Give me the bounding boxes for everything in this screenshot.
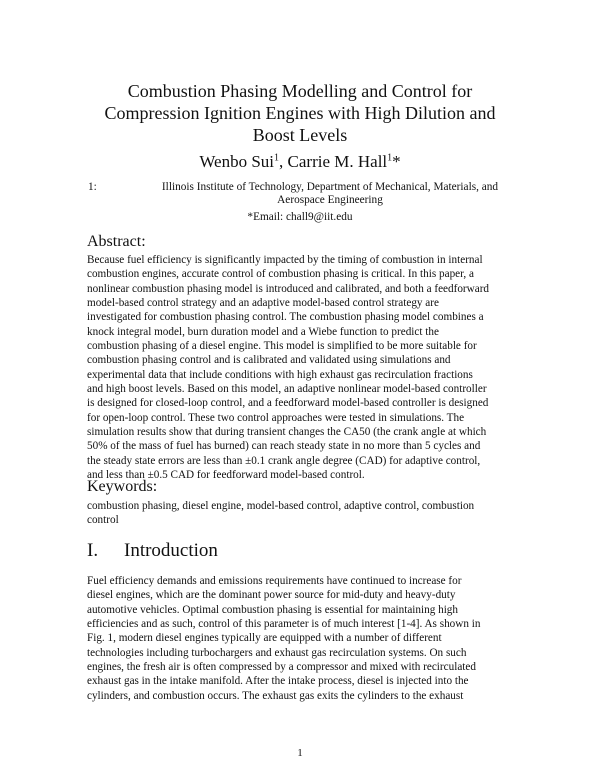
text-line: exhaust gas in the intake manifold. After the intake process, diesel is injected into the [87,675,469,688]
text-line: technologies including turbochargers and exhaust gas recirculation systems. On such [87,646,467,659]
section-title: Introduction [124,540,218,561]
author-name: Carrie M. Hall [287,152,388,171]
author-name: Wenbo Sui [199,152,275,171]
affiliation-line: Illinois Institute of Technology, Department of Mechanical, Materials, and [161,181,499,193]
title-line: Compression Ignition Engines with High Dilution and [104,103,496,123]
text-line: model-based control strategy and an adaptive model-based control strategy are [87,296,439,309]
page-number: 1 [297,747,303,759]
text-line: 50% of the mass of fuel has burned) can reach steady state in no more than 5 cycles and [87,440,481,453]
introduction-body [87,574,527,703]
text-line: engines, the fresh air is often compressed by a compressor and mixed with recirculated [87,660,476,673]
text-line: combustion engines, accurate control of combustion phasing is critical. In this paper, a [87,268,474,281]
text-line: the steady state errors are less than ±0.1 crank angle degree (CAD) for adaptive control, [87,454,481,467]
text-line: is designed for closed-loop control, and a feedforward model-based controller is designed [87,397,489,410]
text-line: combustion phasing of a diesel engine. This model is simplified to be more suitable for [87,339,477,352]
paper-title [60,80,540,146]
text-line: Fig. 1, modern diesel engines typically are equipped with a number of different [87,632,442,645]
text-line: control [87,514,119,527]
keywords-body [87,499,527,528]
text-line: experimental data that include conditions with high exhaust gas recirculation fractions [87,368,473,381]
affiliation-text [142,181,518,207]
text-line: nonlinear combustion phasing model is introduced and calibrated, and both a feedforward [87,282,490,295]
author-separator: , [279,152,288,171]
text-line: Fuel efficiency demands and emissions requirements have continued to increase for [87,575,462,587]
text-line: investigated for combustion phasing control. The combustion phasing model combines a [87,311,484,324]
corresponding-email: *Email: chall9@iit.edu [247,211,353,223]
text-line: knock integral model, burn duration model and a Wiebe function to predict the [87,325,439,338]
keywords-heading: Keywords: [87,478,158,495]
text-line: combustion phasing, diesel engine, model-based control, adaptive control, combustion [87,500,475,512]
text-line: efficiencies and as such, control of this parameter is of much interest [1-4]. As shown in [87,617,481,630]
title-line: Boost Levels [252,125,348,145]
affiliation-number: 1: [88,181,97,193]
affiliation-line: Aerospace Engineering [277,194,383,206]
abstract-heading: Abstract: [87,233,146,250]
author-affiliation-mark: 1 [387,152,393,164]
text-line: Because fuel efficiency is significantly impacted by the timing of combustion in internal [87,254,483,266]
section-number: I. [87,540,99,561]
author-list [60,152,540,172]
text-line: and less than ±0.5 CAD for feedforward model-based control. [87,468,365,481]
corresponding-author-mark: * [392,152,401,171]
text-line: for open-loop control. These two control approaches were tested in simulations. The [87,411,465,424]
abstract-body [87,253,527,482]
author-affiliation-mark: 1 [274,152,280,164]
text-line: combustion phasing control and is calibrated and validated using simulations and [87,354,451,367]
text-line: simulation results show that during transient changes the CA50 (the crank angle at which [87,425,487,438]
text-line: automotive vehicles. Optimal combustion phasing is essential for maintaining high [87,603,458,616]
text-line: diesel engines, which are the dominant power source for mid-duty and heavy-duty [87,589,456,602]
title-line: Combustion Phasing Modelling and Control for [127,81,473,101]
text-line: and high boost levels. Based on this model, an adaptive nonlinear model-based controller [87,382,487,395]
text-line: cylinders, and combustion occurs. The exhaust gas exits the cylinders to the exhaust [87,689,464,702]
